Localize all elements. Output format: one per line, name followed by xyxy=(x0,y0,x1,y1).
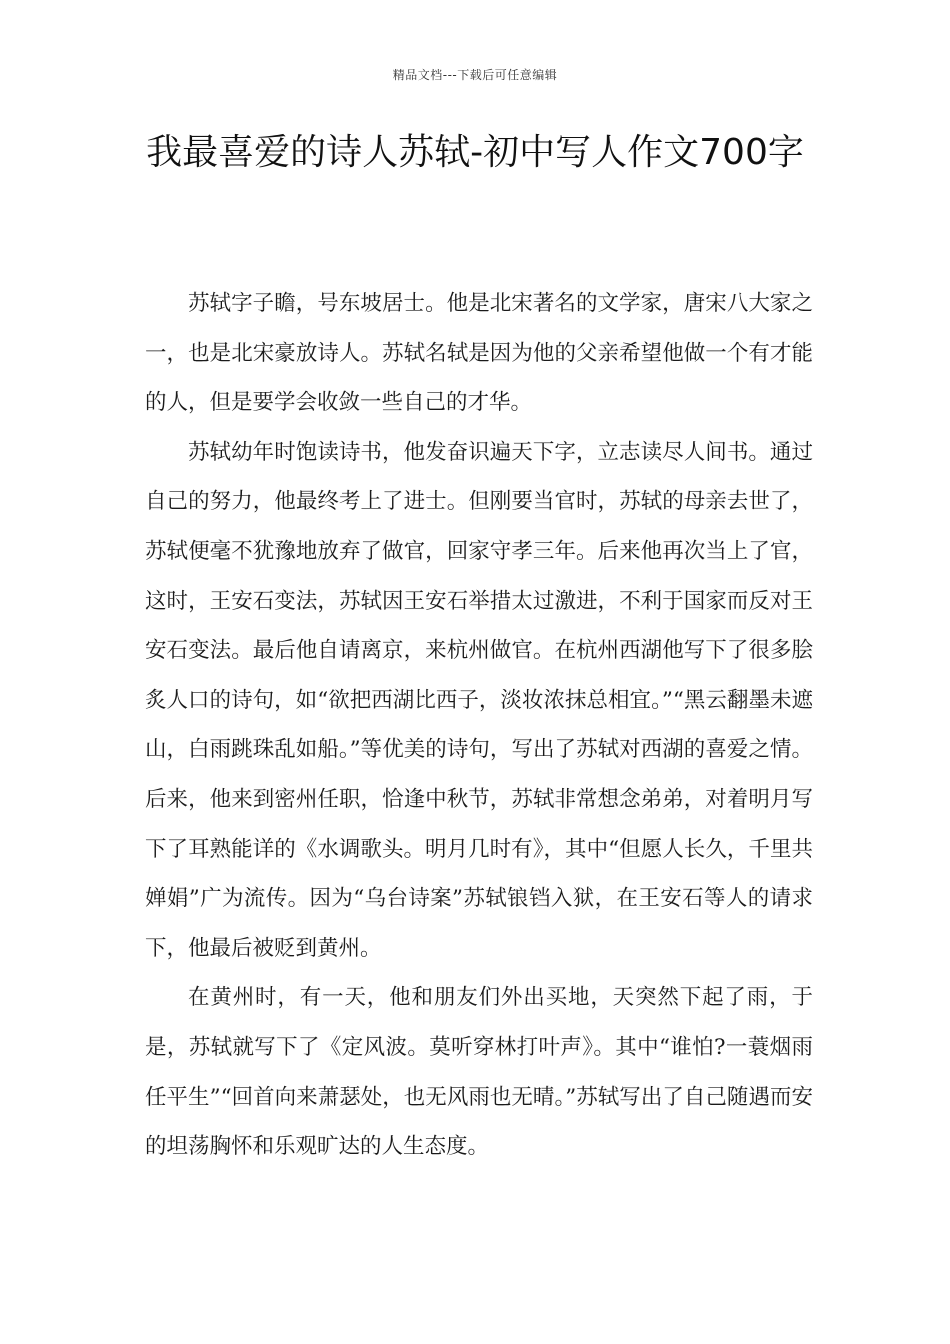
paragraph-3: 在黄州时，有一天，他和朋友们外出买地，天突然下起了雨，于是，苏轼就写下了《定风波。莫听穿林打叶声》。其中“谁怕?一蓑烟雨任平生”“回首向来萧瑟处，也无风雨也无晴。”苏轼写出了自己随遇而安的坦荡胸怀和乐观旷达的人生态度。 xyxy=(145,985,813,1160)
document-body xyxy=(145,279,813,1172)
paragraph-2: 苏轼幼年时饱读诗书，他发奋识遍天下字，立志读尽人间书。通过自己的努力，他最终考上了进士。但刚要当官时，苏轼的母亲去世了，苏轼便毫不犹豫地放弃了做官，回家守孝三年。后来他再次当上了官，这时，王安石变法，苏轼因王安石举措太过激进，不利于国家而反对王安石变法。最后他自请离京，来杭州做官。在杭州西湖他写下了很多脍炙人口的诗句，如“欲把西湖比西子，淡妆浓抹总相宜。”“黑云翻墨未遮山，白雨跳珠乱如船。”等优美的诗句，写出了苏轼对西湖的喜爱之情。后来，他来到密州任职，恰逢中秋节，苏轼非常想念弟弟，对着明月写下了耳熟能详的《水调歌头。明月几时有》，其中“但愿人长久，千里共婵娟”广为流传。因为“乌台诗案”苏轼锒铛入狱，在王安石等人的请求下，他最后被贬到黄州。 xyxy=(145,439,813,961)
paragraph-1: 苏轼字子瞻，号东坡居士。他是北宋著名的文学家，唐宋八大家之一，也是北宋豪放诗人。苏轼名轼是因为他的父亲希望他做一个有才能的人，但是要学会收敛一些自己的才华。 xyxy=(145,291,813,416)
page-header: 精品文档---下载后可任意编辑 xyxy=(392,68,558,82)
document-title: 我最喜爱的诗人苏轼-初中写人作文700字 xyxy=(146,132,804,173)
